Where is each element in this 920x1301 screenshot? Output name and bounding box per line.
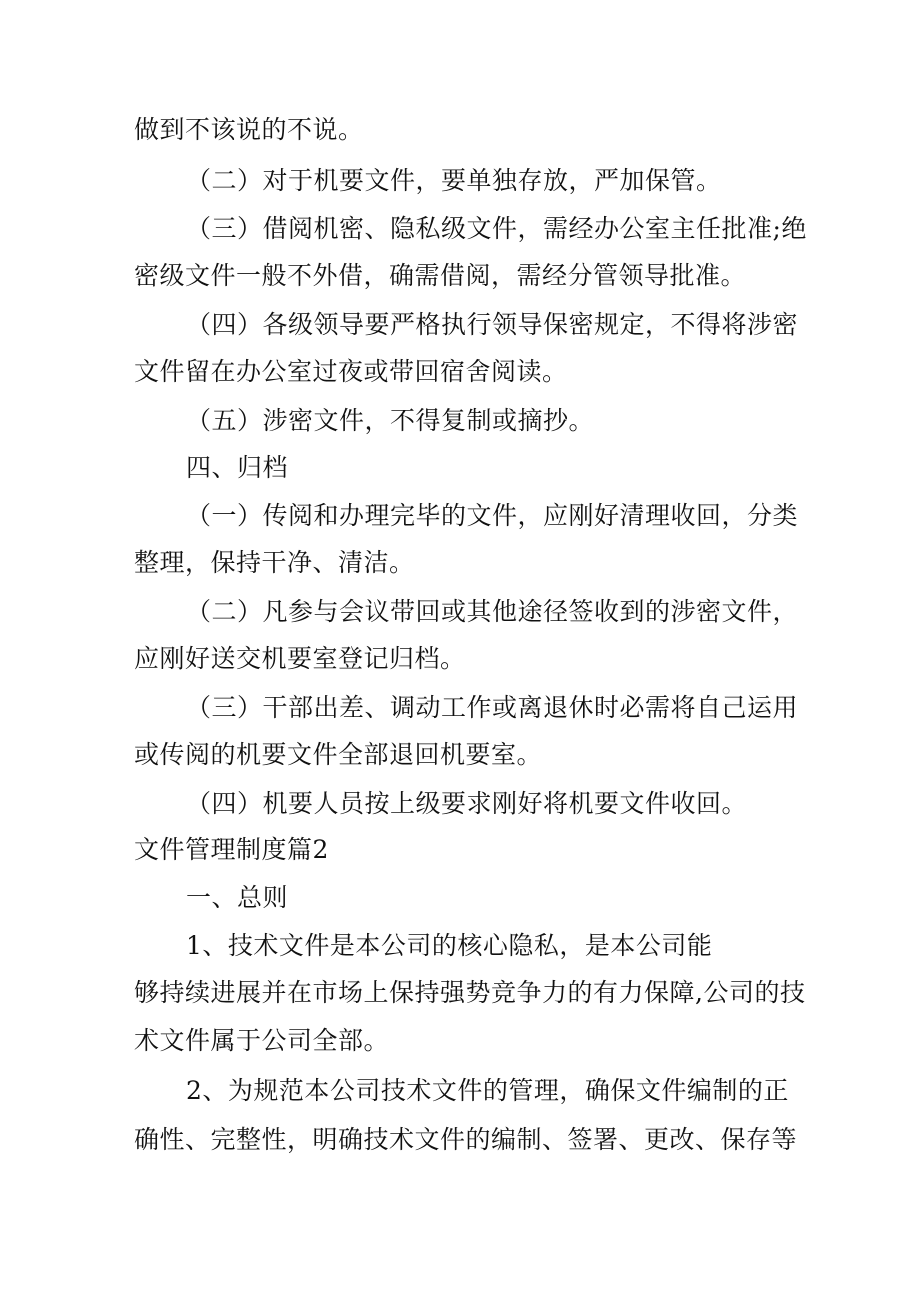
paragraph-line: 术文件属于公司全部。	[134, 1026, 390, 1055]
paragraph-line: 文件留在办公室过夜或带回宿舍阅读。	[134, 357, 568, 386]
paragraph-line: （一）传阅和办理完毕的文件，应刚好清理收回，分类	[186, 501, 799, 530]
paragraph-line: 确性、完整性，明确技术文件的编制、签署、更改、保存等	[134, 1125, 798, 1154]
paragraph-line: 1、技术文件是本公司的核心隐私，是本公司能	[186, 931, 713, 960]
paragraph-line: 够持续进展并在市场上保持强势竞争力的有力保障,公司的技	[134, 978, 806, 1007]
paragraph-line: （三）借阅机密、隐私级文件，需经办公室主任批准;绝	[186, 214, 807, 243]
document-title: 文件管理制度篇2	[134, 835, 329, 864]
paragraph-line: （三）干部出差、调动工作或离退休时必需将自己运用	[186, 693, 799, 722]
paragraph-line: 密级文件一般不外借，确需借阅，需经分管领导批准。	[134, 261, 747, 290]
paragraph-line: 或传阅的机要文件全部退回机要室。	[134, 740, 543, 769]
paragraph-line: （二）凡参与会议带回或其他途径签收到的涉密文件，	[186, 597, 799, 626]
paragraph-line: （五）涉密文件，不得复制或摘抄。	[186, 406, 595, 435]
paragraph-line: 做到不该说的不说。	[134, 115, 364, 144]
paragraph-line: （四）机要人员按上级要求刚好将机要文件收回。	[186, 789, 748, 818]
section-heading: 一、总则	[186, 883, 289, 912]
paragraph-line: （二）对于机要文件，要单独存放，严加保管。	[186, 166, 722, 195]
paragraph-line: 整理，保持干净、清洁。	[134, 548, 415, 577]
paragraph-line: 2、为规范本公司技术文件的管理，确保文件编制的正	[186, 1076, 789, 1105]
section-heading: 四、归档	[186, 453, 289, 482]
paragraph-line: （四）各级领导要严格执行领导保密规定，不得将涉密	[186, 310, 799, 339]
paragraph-line: 应刚好送交机要室登记归档。	[134, 644, 466, 673]
